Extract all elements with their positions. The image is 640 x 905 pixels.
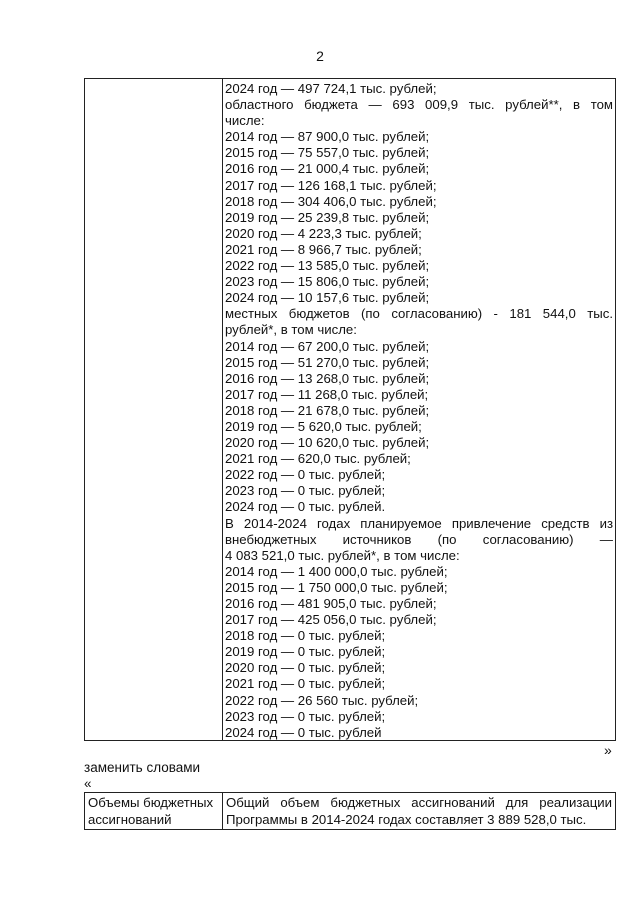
budget-line: 2015 год — 75 557,0 тыс. рублей; bbox=[225, 145, 430, 161]
replacement-table bbox=[84, 792, 616, 830]
row-content-line: Общий объем бюджетных ассигнований для реализации bbox=[226, 795, 612, 810]
budget-line: 2020 год — 0 тыс. рублей; bbox=[225, 660, 386, 676]
budget-details-cell bbox=[225, 81, 613, 741]
budget-table bbox=[84, 78, 616, 741]
budget-line: 2017 год — 11 268,0 тыс. рублей; bbox=[225, 386, 429, 402]
budget-line: 2016 год — 13 268,0 тыс. рублей; bbox=[225, 370, 430, 386]
budget-line: 2017 год — 126 168,1 тыс. рублей; bbox=[225, 177, 437, 193]
budget-line: 2022 год — 26 560 тыс. рублей; bbox=[225, 692, 419, 708]
page-number: 2 bbox=[316, 48, 324, 64]
budget-line: 2018 год — 304 406,0 тыс. рублей; bbox=[225, 193, 437, 209]
budget-line: 2020 год — 10 620,0 тыс. рублей; bbox=[225, 435, 430, 451]
budget-line: 2021 год — 8 966,7 тыс. рублей; bbox=[225, 241, 422, 257]
budget-line: 2018 год — 0 тыс. рублей; bbox=[225, 628, 386, 644]
budget-line: 2017 год — 425 056,0 тыс. рублей; bbox=[225, 612, 437, 628]
budget-line: 2023 год — 15 806,0 тыс. рублей; bbox=[225, 274, 430, 290]
row-heading-line: ассигнований bbox=[88, 811, 172, 827]
budget-line: 2024 год — 10 157,6 тыс. рублей; bbox=[225, 290, 430, 306]
budget-line: 2019 год — 25 239,8 тыс. рублей; bbox=[225, 209, 430, 225]
budget-line: 2022 год — 0 тыс. рублей; bbox=[225, 467, 386, 483]
budget-line: 2024 год — 0 тыс. рублей bbox=[225, 724, 382, 740]
budget-line: областного бюджета — 693 009,9 тыс. рублей**, в том bbox=[225, 97, 613, 113]
budget-line: рублей*, в том числе: bbox=[225, 322, 357, 338]
table-column-divider bbox=[222, 793, 223, 829]
budget-line: 2024 год — 0 тыс. рублей. bbox=[225, 499, 386, 515]
budget-line: 2016 год — 481 905,0 тыс. рублей; bbox=[225, 596, 437, 611]
table-column-divider bbox=[222, 79, 223, 740]
budget-line: внебюджетных источников (по согласованию) — bbox=[225, 531, 613, 547]
budget-line: 2023 год — 0 тыс. рублей; bbox=[225, 483, 386, 499]
row-content-line: Программы в 2014-2024 годах составляет 3 889 528,0 тыс. bbox=[226, 811, 587, 827]
budget-line: 2020 год — 4 223,3 тыс. рублей; bbox=[225, 225, 422, 241]
budget-line: 2015 год — 51 270,0 тыс. рублей; bbox=[225, 354, 430, 370]
budget-line: В 2014-2024 годах планируемое привлечение средств из bbox=[225, 515, 613, 531]
budget-line: 2014 год — 1 400 000,0 тыс. рублей; bbox=[225, 563, 448, 579]
budget-line: 2018 год — 21 678,0 тыс. рублей; bbox=[225, 402, 430, 418]
budget-line: 2019 год — 0 тыс. рублей; bbox=[225, 644, 386, 660]
replace-label: заменить словами bbox=[84, 760, 201, 775]
budget-line: числе: bbox=[225, 113, 265, 129]
closing-quote: » bbox=[604, 742, 612, 758]
budget-line: 2014 год — 87 900,0 тыс. рублей; bbox=[225, 129, 430, 145]
budget-line: 2016 год — 21 000,4 тыс. рублей; bbox=[225, 161, 430, 177]
budget-line: 4 083 521,0 тыс. рублей*, в том числе: bbox=[225, 547, 460, 563]
row-heading-cell bbox=[88, 795, 220, 828]
row-content-cell bbox=[226, 795, 612, 828]
budget-line: 2023 год — 0 тыс. рублей; bbox=[225, 708, 386, 724]
budget-line: 2015 год — 1 750 000,0 тыс. рублей; bbox=[225, 579, 448, 595]
budget-line: 2022 год — 13 585,0 тыс. рублей; bbox=[225, 258, 430, 274]
budget-line: местных бюджетов (по согласованию) - 181 544,0 тыс. bbox=[225, 306, 613, 322]
budget-line: 2014 год — 67 200,0 тыс. рублей; bbox=[225, 338, 430, 354]
budget-line: 2019 год — 5 620,0 тыс. рублей; bbox=[225, 418, 422, 434]
opening-quote: « bbox=[84, 776, 92, 791]
row-heading-line: Объемы бюджетных bbox=[88, 795, 214, 810]
budget-line: 2021 год — 620,0 тыс. рублей; bbox=[225, 451, 411, 467]
budget-line: 2021 год — 0 тыс. рублей; bbox=[225, 676, 386, 692]
budget-line: 2024 год — 497 724,1 тыс. рублей; bbox=[225, 81, 437, 96]
